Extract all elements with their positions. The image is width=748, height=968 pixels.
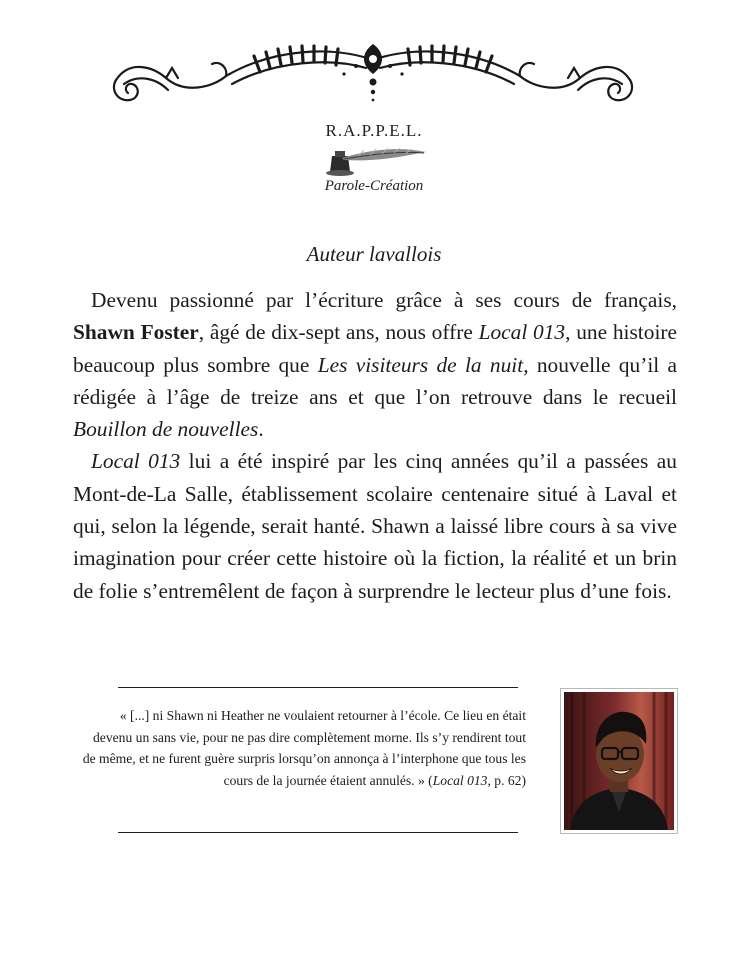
book-title: Local 013 (91, 449, 181, 474)
author-photo (560, 688, 678, 834)
author-name: Shawn Foster (73, 320, 199, 345)
p1-text-1: Devenu passionné par l’écriture grâce à ses cours de français, (91, 288, 677, 312)
logo-subtitle: Parole-Création (324, 178, 424, 194)
quote-block (80, 705, 526, 791)
author-portrait-image (564, 692, 674, 830)
book-title: Local 013 (478, 320, 566, 345)
inkwell-quill-icon (318, 142, 430, 178)
divider-bottom (118, 832, 518, 833)
divider-top (118, 687, 518, 688)
quote-page: p. 62) (490, 772, 526, 788)
logo-title: R.A.P.P.E.L. (325, 121, 423, 140)
quote-text: « [...] ni Shawn ni Heather ne voulaient retourner à l’école. Ce lieu en était devenu un sans vie, pour ne pas dire complètement morne. Ils s’y rendirent tout de même, et ne furent guère surpris lorsqu’on annonça à l’interphone que tous les cours de la journée étaient annulés. » ( (82, 708, 526, 788)
p2-text-1: lui a été inspiré par les cinq années qu’il a passées au Mont-de-La Salle, établissement scolaire centenaire situé à Laval et qui, selon la légende, serait hanté. Shawn a laissé libre cours à sa vive imagination pour créer cette histoire où la fiction, la réalité et un brin de folie s’entremêlent de façon à surprendre le lecteur plus d’une fois. (73, 449, 677, 603)
paragraph-1 (73, 284, 677, 445)
ornament-icon (104, 38, 642, 118)
quote-book-title: Local 013, (432, 772, 491, 788)
p1-text-5: . (258, 417, 264, 442)
p1-text-2: , âgé de dix-sept ans, nous offre (198, 320, 479, 345)
paragraph-2 (73, 445, 677, 606)
p1-text-3: , une histoire beaucoup plus sombre que (73, 320, 678, 377)
article-body (73, 284, 677, 607)
book-title: Bouillon de nouvelles (73, 417, 259, 442)
section-heading: Auteur lavallois (306, 242, 442, 266)
book-title: Les visiteurs de la nuit, (317, 352, 529, 377)
p1-text-4: nouvelle qu’il a rédigée à l’âge de treize ans et que l’on retrouve dans le recueil (73, 352, 677, 409)
